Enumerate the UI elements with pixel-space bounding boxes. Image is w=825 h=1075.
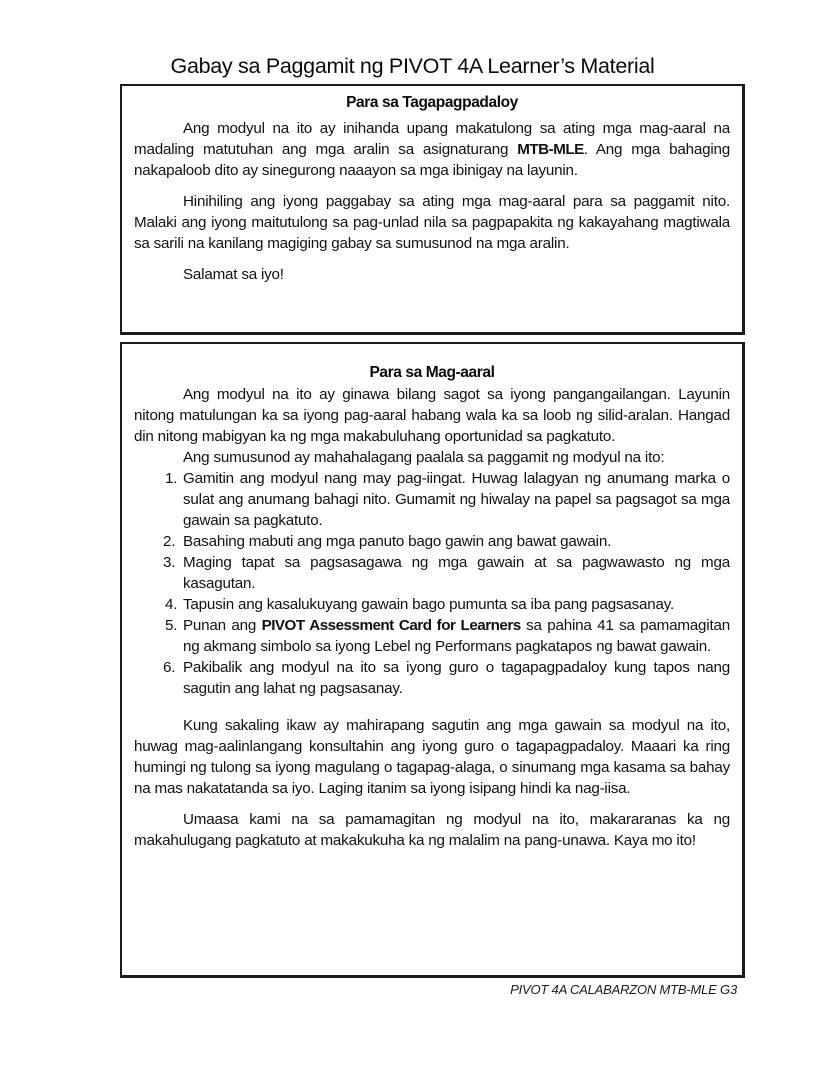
- facilitator-paragraph-1: [134, 118, 730, 181]
- learner-closing-paragraph: Umaasa kami na sa pamamagitan ng modyul na ito, makararanas ka ng makahulugang pagkatuto at makakukuha ka ng malalim na pang-unawa. Kaya mo ito!: [134, 811, 730, 849]
- page-title: Gabay sa Paggamit ng PIVOT 4A Learner’s Material: [170, 54, 655, 79]
- assessment-card-name: PIVOT Assessment Card for Learners: [261, 617, 521, 634]
- reminder-text: Tapusin ang kasalukuyang gawain bago pumunta sa iba pang pagsasanay.: [183, 596, 675, 613]
- reminder-item: [134, 552, 730, 594]
- reminder-item: [134, 657, 730, 699]
- reminder-text: Maging tapat sa pagsasagawa ng mga gawain at sa pagwawasto ng mga kasagutan.: [183, 554, 730, 592]
- learner-intro-paragraph: Ang modyul na ito ay ginawa bilang sagot sa iyong pangangailangan. Layunin nitong matulungan ka sa iyong pag-aaral habang wala ka sa loob ng silid-aralan. Hangad din nitong mabigyan ka ng mga makabuluhang oportunidad sa pagkatuto.: [134, 386, 730, 445]
- page-footer: PIVOT 4A CALABARZON MTB-MLE G3: [510, 982, 737, 997]
- subject-name: MTB-MLE: [517, 141, 584, 158]
- facilitator-guide-box: [120, 84, 745, 335]
- reminder-text: Pakibalik ang modyul na ito sa iyong guro o tagapagpadaloy kung tapos nang sagutin ang lahat ng pagsasanay.: [183, 659, 730, 697]
- learner-help-paragraph: Kung sakaling ikaw ay mahirapang sagutin ang mga gawain sa modyul na ito, huwag mag-aalinlangang konsultahin ang iyong guro o tagapagpadaloy. Maaari ka ring humingi ng tulong sa iyong magulang o tagapag-alaga, o sinumang mga kasama sa bahay na mas nakatatanda sa iyo. Laging itanim sa iyong isipang hindi ka nag-iisa.: [134, 717, 730, 797]
- facilitator-paragraph-1-text-a: Ang modyul na ito ay inihanda upang makatulong sa ating mga mag-aaral na madaling matutuhan ang mga aralin sa asignaturang: [134, 120, 730, 158]
- facilitator-paragraph-1-text-b: . Ang mga bahaging nakapaloob dito ay sinegurong naaayon sa mga ibinigay na layunin.: [134, 141, 730, 179]
- reminder-text: Basahing mabuti ang mga panuto bago gawin ang bawat gawain.: [183, 533, 612, 550]
- reminder-number: 4.: [165, 596, 178, 613]
- reminder-text-a: Punan ang: [183, 617, 262, 634]
- reminder-item: [134, 594, 730, 615]
- facilitator-heading: Para sa Tagapagpadaloy: [346, 94, 518, 111]
- learner-guide-box: [120, 342, 745, 978]
- facilitator-paragraph-2: Hinihiling ang iyong paggabay sa ating mga mag-aaral para sa paggamit nito. Malaki ang iyong maitutulong sa pag-unlad nila sa pagpapakita ng kakayahang magtiwala sa sarili na kanilang magiging gabay sa sumusunod na mga aralin.: [134, 193, 730, 252]
- reminder-number: 5.: [165, 617, 178, 634]
- reminder-number: 6.: [163, 659, 176, 676]
- reminder-text-b: sa pahina 41 sa pamamagitan ng akmang simbolo sa iyong Lebel ng Performans pagkatapos ng bawat gawain.: [183, 617, 730, 655]
- reminder-item: [134, 468, 730, 531]
- reminder-number: 2.: [163, 533, 176, 550]
- reminder-number: 3.: [163, 554, 176, 571]
- reminder-number: 1.: [165, 470, 178, 487]
- facilitator-thanks: Salamat sa iyo!: [183, 266, 284, 283]
- reminder-item: [134, 531, 730, 552]
- learner-reminders-intro: Ang sumusunod ay mahahalagang paalala sa paggamit ng modyul na ito:: [183, 449, 665, 466]
- reminders-list: [134, 468, 730, 699]
- reminder-text: Gamitin ang modyul nang may pag-iingat. Huwag lalagyan ng anumang marka o sulat ang anumang bahagi nito. Gumamit ng hiwalay na papel sa pagsagot sa mga gawain sa pagkatuto.: [183, 470, 730, 529]
- reminder-item: [134, 615, 730, 657]
- learner-heading: Para sa Mag-aaral: [369, 364, 495, 381]
